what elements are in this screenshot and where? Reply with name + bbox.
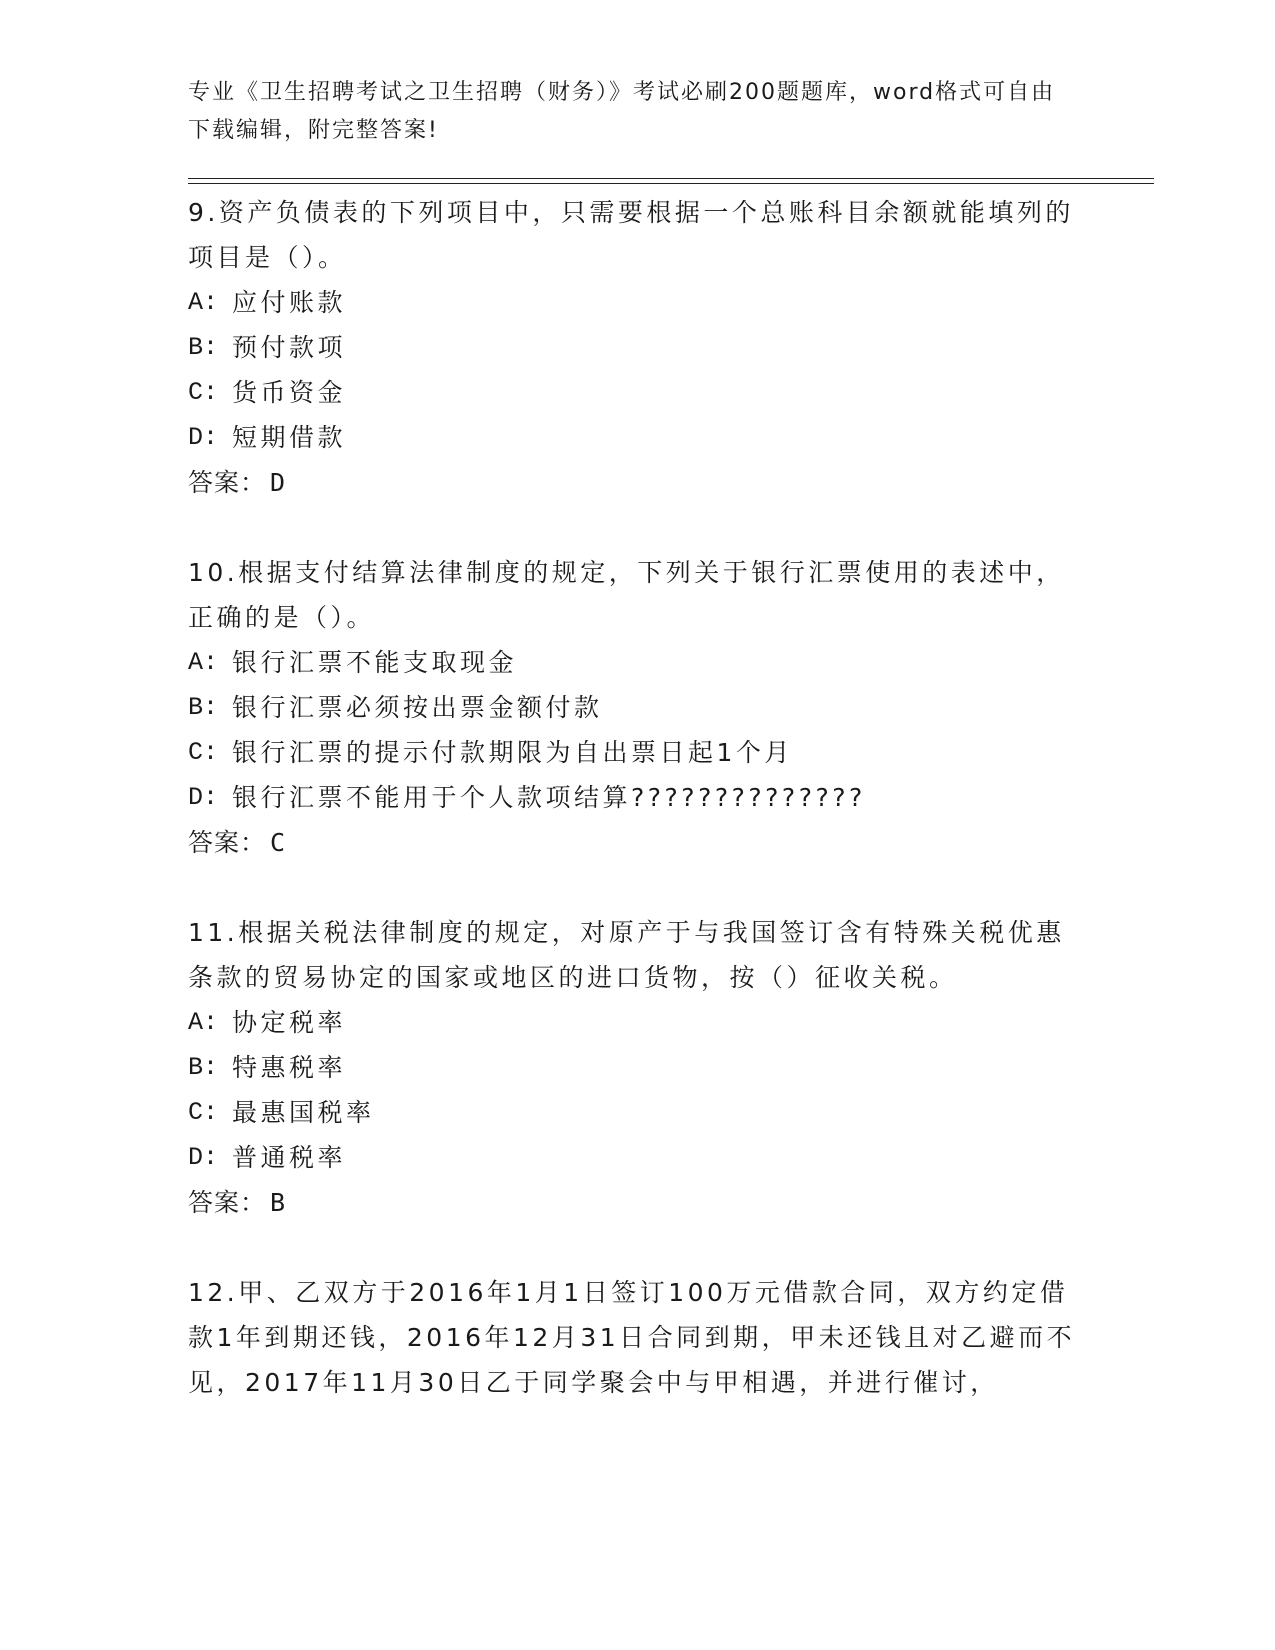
document-header (188, 74, 1068, 150)
question-text: 11.根据关税法律制度的规定，对原产于与我国签订含有特殊关税优惠条款的贸易协定的国家或地区的进口货物，按（）征收关税。 (188, 918, 1065, 992)
option-key: B: (188, 693, 219, 722)
option-text: 货币资金 (232, 378, 347, 407)
answer-value: C (270, 828, 287, 857)
answer-value: D (270, 468, 287, 497)
option-text: 银行汇票必须按出票金额付款 (232, 693, 603, 722)
option-key: D: (188, 423, 219, 452)
option-text: 银行汇票的提示付款期限为自出票日起1个月 (232, 738, 793, 767)
question-list (188, 190, 1088, 1450)
header-divider-bottom (188, 183, 1154, 184)
option-text: 最惠国税率 (232, 1098, 375, 1127)
answer-label: 答案： (188, 828, 267, 857)
question-text: 9.资产负债表的下列项目中，只需要根据一个总账科目余额就能填列的项目是（）。 (188, 198, 1074, 272)
option-b (188, 685, 1088, 730)
answer-label: 答案： (188, 468, 267, 497)
option-d (188, 1135, 1088, 1180)
question-12 (188, 1270, 1088, 1405)
option-c (188, 370, 1088, 415)
question-11 (188, 910, 1088, 1225)
option-text: 协定税率 (232, 1008, 347, 1037)
option-key: C: (188, 378, 219, 407)
option-text: 普通税率 (232, 1143, 347, 1172)
option-key: D: (188, 1143, 219, 1172)
question-text: 10.根据支付结算法律制度的规定，下列关于银行汇票使用的表述中，正确的是（）。 (188, 558, 1065, 632)
option-a (188, 1000, 1088, 1045)
answer-value: B (270, 1188, 287, 1217)
answer-label: 答案： (188, 1188, 267, 1217)
option-text: 应付账款 (232, 288, 347, 317)
option-key: B: (188, 1053, 219, 1082)
option-text: 银行汇票不能用于个人款项结算?????????????? (232, 783, 866, 812)
question-text: 12.甲、乙双方于2016年1月1日签订100万元借款合同，双方约定借款1年到期还钱，2016年12月31日合同到期，甲未还钱且对乙避而不见，2017年11月30日乙于同学聚会中与甲相遇，并进行催讨， (188, 1278, 1076, 1397)
option-b (188, 1045, 1088, 1090)
option-a (188, 640, 1088, 685)
answer-line (188, 1180, 1088, 1225)
option-c (188, 1090, 1088, 1135)
option-a (188, 280, 1088, 325)
option-d (188, 415, 1088, 460)
option-text: 预付款项 (232, 333, 347, 362)
header-divider-top (188, 178, 1154, 179)
option-text: 特惠税率 (232, 1053, 347, 1082)
option-c (188, 730, 1088, 775)
option-key: C: (188, 738, 219, 767)
option-b (188, 325, 1088, 370)
option-text: 银行汇票不能支取现金 (232, 648, 518, 677)
option-text: 短期借款 (232, 423, 347, 452)
option-key: A: (188, 648, 219, 677)
option-key: B: (188, 333, 219, 362)
option-key: A: (188, 288, 219, 317)
question-10 (188, 550, 1088, 865)
option-d (188, 775, 1088, 820)
answer-line (188, 460, 1088, 505)
option-key: A: (188, 1008, 219, 1037)
answer-line (188, 820, 1088, 865)
option-key: D: (188, 783, 219, 812)
header-intro-text: 专业《卫生招聘考试之卫生招聘（财务）》考试必刷200题题库，word格式可自由下载编辑，附完整答案! (188, 80, 1056, 143)
option-key: C: (188, 1098, 219, 1127)
question-9 (188, 190, 1088, 505)
